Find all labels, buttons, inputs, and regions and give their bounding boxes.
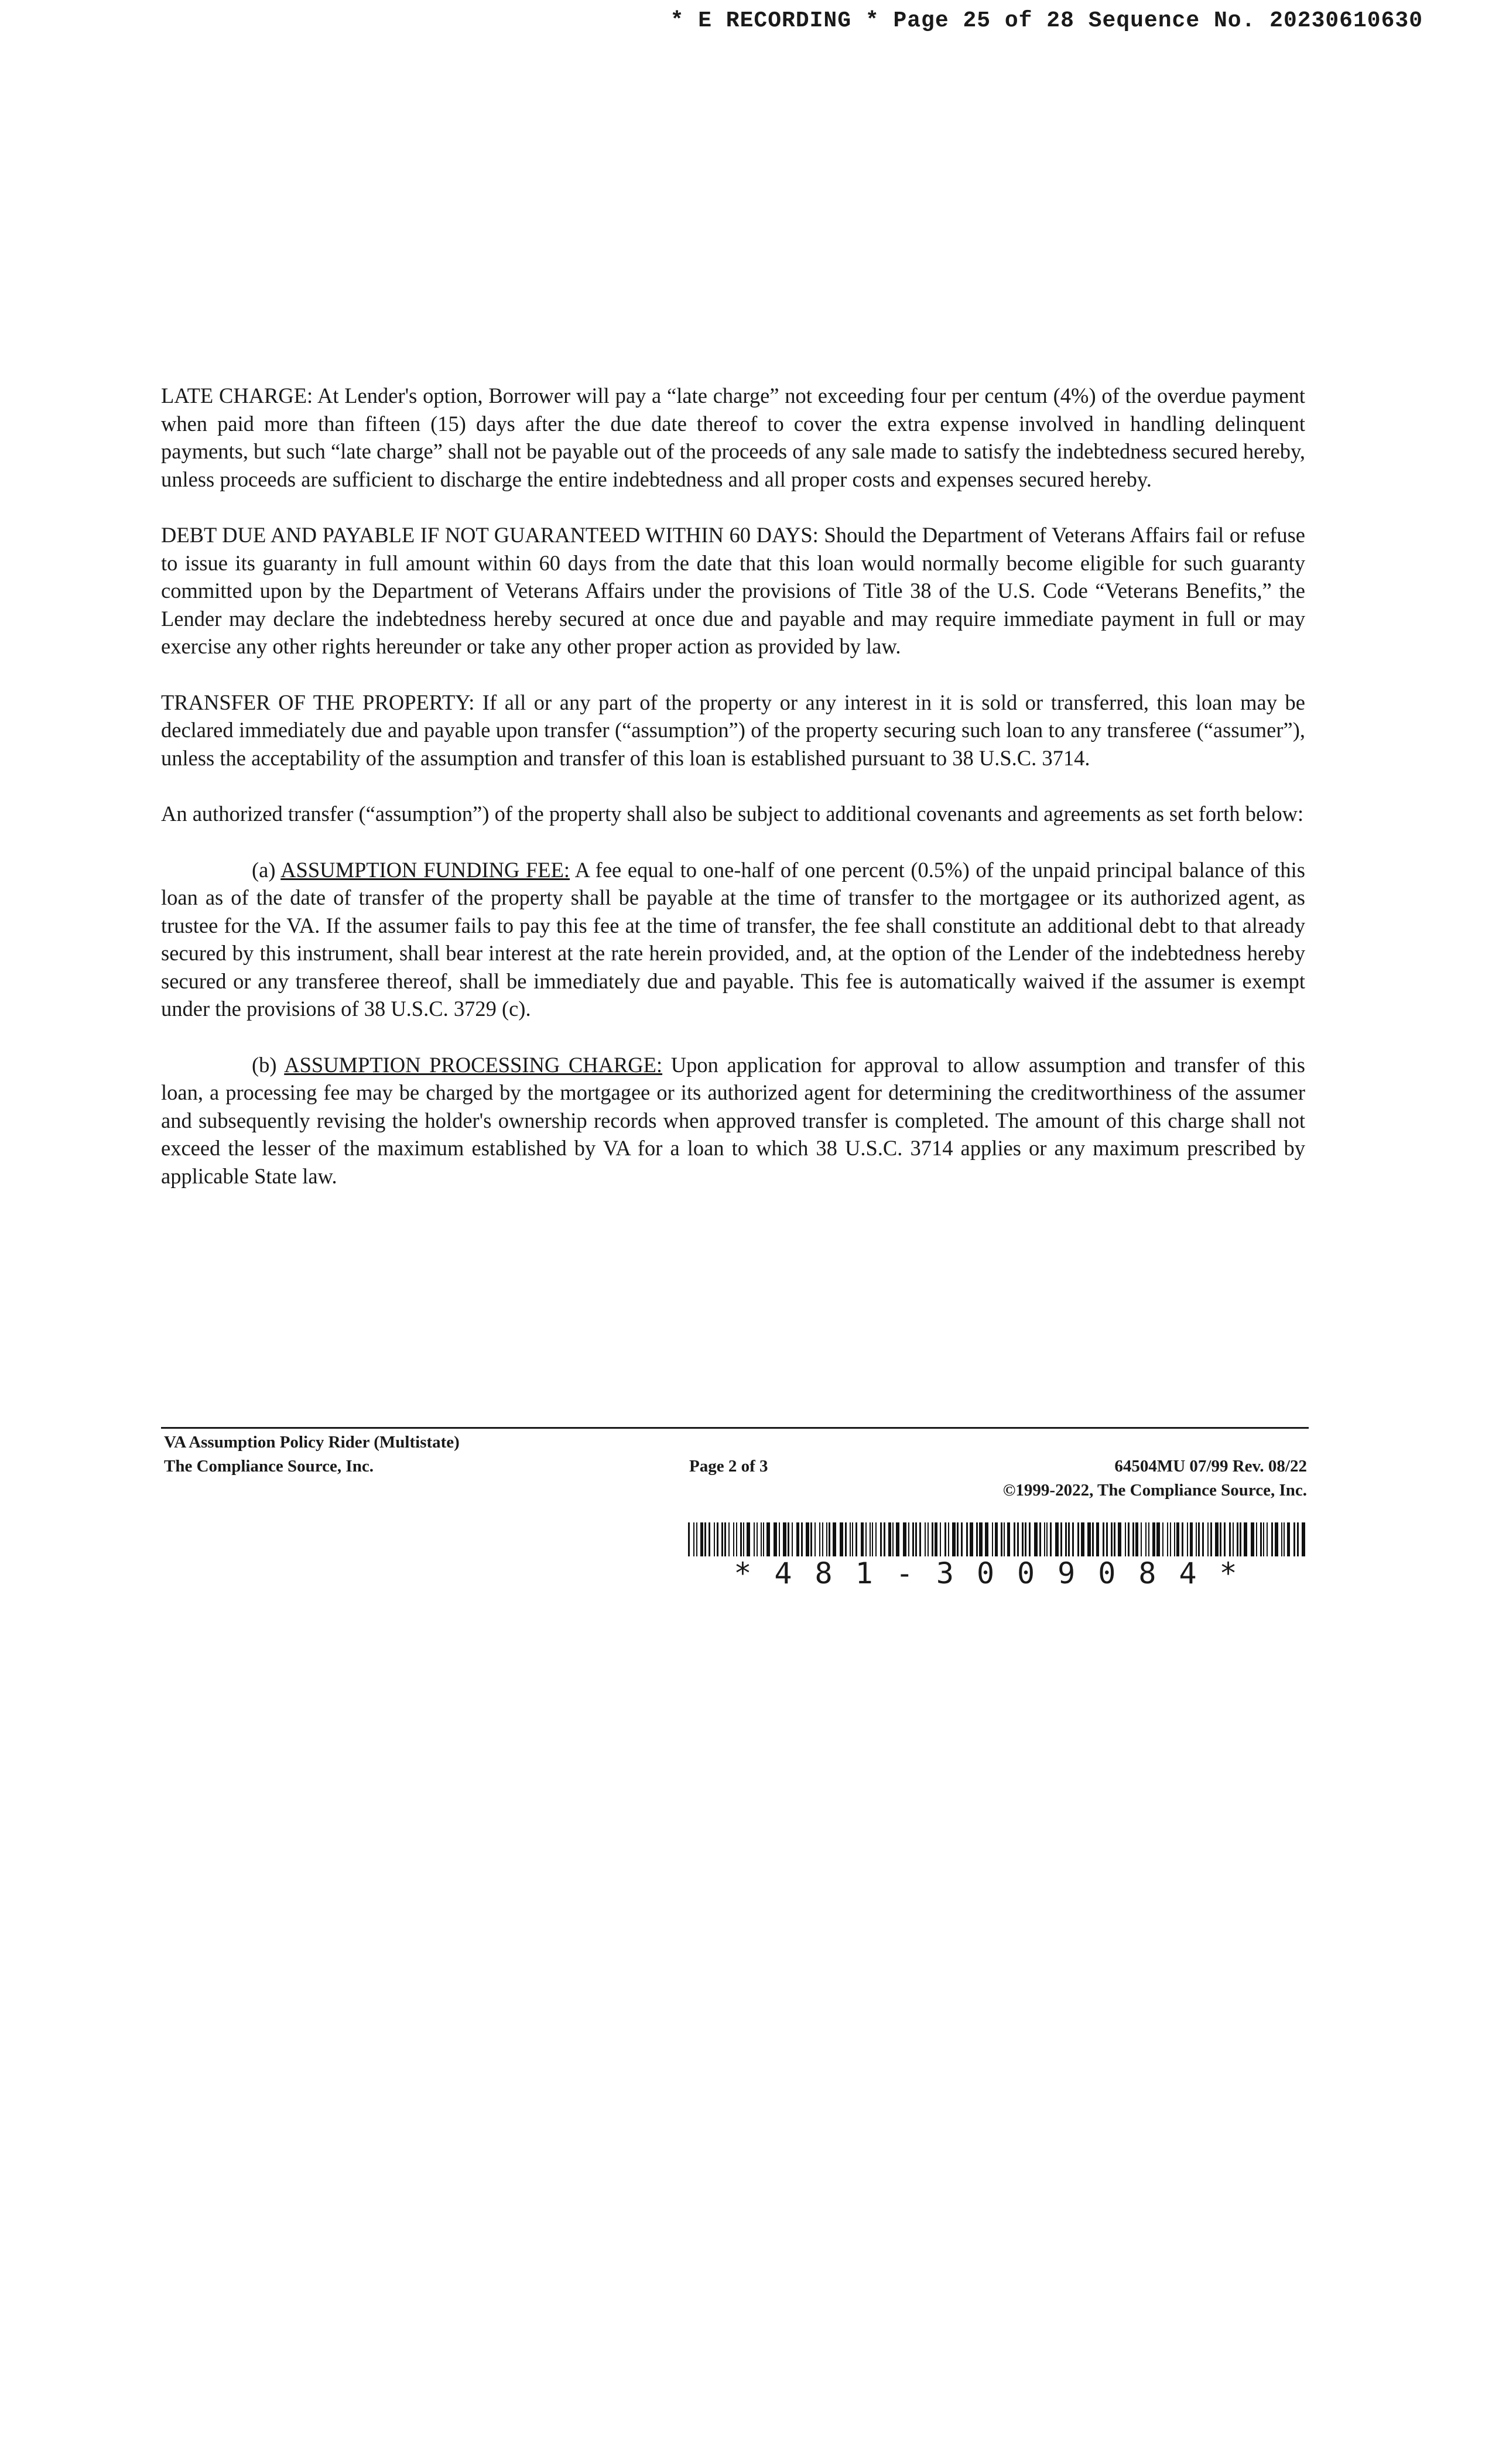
barcode-bar [833,1522,836,1556]
barcode-bar [1196,1522,1197,1556]
barcode-bar [1125,1522,1126,1556]
barcode-bar [944,1522,946,1556]
barcode-bar [721,1522,723,1556]
barcode-bar [1251,1522,1254,1556]
barcode-bar [743,1522,744,1556]
recording-header: * E RECORDING * Page 25 of 28 Sequence No. 20230610630 [670,8,1423,33]
barcode-bar [1017,1522,1019,1556]
barcode-bar [1281,1522,1282,1556]
barcode-bar [1128,1522,1130,1556]
barcode-bar [1224,1522,1226,1556]
barcode-bar [1210,1522,1212,1556]
barcode-bar [1202,1522,1204,1556]
barcode-bar [829,1522,830,1556]
barcode-bar [779,1522,780,1556]
barcode-bar [865,1522,867,1556]
barcode-bar [1007,1522,1010,1556]
barcode-bar [1044,1522,1045,1556]
barcode-bar [896,1522,899,1556]
barcode-bar [693,1522,694,1556]
barcode-bar [822,1522,823,1556]
barcode-bar [1114,1522,1115,1556]
barcode-bar [1077,1522,1079,1556]
barcode-bar [1152,1522,1155,1556]
barcode-bar [700,1522,703,1556]
processing-charge-paragraph [161,1051,1305,1190]
barcode-bar [976,1522,978,1556]
transfer-paragraph: TRANSFER OF THE PROPERTY: If all or any part of the property or any interest in it is sold or transferred, this loan may be declared immediately due and payable upon transfer (“assumption”) of the property securing such loan to any transferee (“assumer”), unless the acceptability of the assumption and transfer of this loan is established pursuant to 38 U.S.C. 3714. [161,690,1305,770]
barcode-bar [935,1522,937,1556]
barcode-bar [1187,1522,1188,1556]
barcode-bar [985,1522,988,1556]
barcode-bar [1198,1522,1200,1556]
barcode-bar [788,1522,789,1556]
footer-right [1003,1455,1307,1503]
barcode-bar [1284,1522,1285,1556]
barcode-bar [884,1522,885,1556]
barcode-bar [704,1522,706,1556]
barcode-bar [1182,1522,1183,1556]
barcode-bar [1039,1522,1041,1556]
barcode-bar [747,1522,750,1556]
barcode-bar [1106,1522,1108,1556]
funding-fee-text: A fee equal to one-half of one percent (0.5%) of the unpaid principal balance of this loan as of the date of transfer of the property shall be payable at the time of transfer to the mortgagee or its authorized agent, as trustee for the VA. If the assumer fails to pay this fee at the time of transfer, the fee shall constitute an additional debt to that already secured by this instrument, shall bear interest at the rate herein provided, and, at the option of the Lender of the indebtedness hereby secured or any transferee thereof, shall be immediately due and payable. This fee is automatically waived if the assumer is exempt under the provisions of 38 U.S.C. 3729 (c). [161,857,1305,1021]
barcode-bar [1162,1522,1163,1556]
barcode-bar [903,1522,906,1556]
document-body [161,382,1305,1218]
barcode-bar [1174,1522,1175,1556]
footer-form-title: VA Assumption Policy Rider (Multistate) [164,1433,460,1452]
barcode-bar [948,1522,949,1556]
funding-fee-paragraph [161,856,1305,1023]
barcode-bar [1014,1522,1015,1556]
barcode-bar [919,1522,921,1556]
barcode-bar [1260,1522,1262,1556]
barcode-bar [1022,1522,1024,1556]
barcode-bar [1170,1522,1171,1556]
barcode-bar [1215,1522,1219,1556]
barcode-bar [1034,1522,1038,1556]
barcode-bar [1207,1522,1209,1556]
barcode-bar [1025,1522,1026,1556]
barcode-bar [792,1522,793,1556]
processing-charge-heading: ASSUMPTION PROCESSING CHARGE: [284,1052,663,1077]
barcode-bar [1156,1522,1160,1556]
barcode-bar [1029,1522,1031,1556]
barcode-bar [1004,1522,1005,1556]
barcode-bar [952,1522,956,1556]
barcode-bar [1135,1522,1138,1556]
barcode-bar [714,1522,715,1556]
barcode-bar [870,1522,871,1556]
footer-rule [161,1427,1309,1429]
authorized-transfer-paragraph: An authorized transfer (“assumption”) of the property shall also be subject to additional covenants and agreements as set forth below: [161,802,1304,826]
barcode-bar [783,1522,786,1556]
barcode-bar [796,1522,799,1556]
barcode-bar [1244,1522,1247,1556]
barcode-bar [757,1522,758,1556]
barcode-bar [1267,1522,1268,1556]
barcode-bar [1096,1522,1099,1556]
barcode-bar [1111,1522,1113,1556]
barcode-bar [1287,1522,1290,1556]
barcode-bar [801,1522,803,1556]
barcode-bar [1050,1522,1052,1556]
barcode-bar [1046,1522,1048,1556]
barcode-bar [709,1522,710,1556]
barcode-bar [819,1522,820,1556]
barcode-bar [1297,1522,1299,1556]
barcode-bar [970,1522,973,1556]
funding-fee-prefix: (a) [252,857,281,882]
barcode-bar [861,1522,864,1556]
barcode-bar [932,1522,933,1556]
barcode-bar [995,1522,998,1556]
barcode-bar [979,1522,983,1556]
funding-fee-heading: ASSUMPTION FUNDING FEE: [280,857,570,882]
barcode-bar [774,1522,777,1556]
barcode-bar [880,1522,882,1556]
barcode-bar [1072,1522,1074,1556]
barcode-bar [733,1522,734,1556]
barcode-bar [810,1522,812,1556]
barcode-bar [908,1522,909,1556]
barcode-bar [892,1522,894,1556]
barcode-bar [1190,1522,1193,1556]
barcode-bar [992,1522,993,1556]
footer-left [164,1431,460,1479]
barcode-bar [1229,1522,1231,1556]
barcode-bar [1220,1522,1221,1556]
barcode-bar [1145,1522,1147,1556]
barcode-bar [852,1522,853,1556]
footer-form-number: 64504MU 07/99 Rev. 08/22 [1114,1457,1307,1476]
barcode-bar [826,1522,827,1556]
barcode-bar [1103,1522,1104,1556]
barcode-bar [728,1522,730,1556]
debt-due-paragraph: DEBT DUE AND PAYABLE IF NOT GUARANTEED WITHIN 60 DAYS: Should the Department of Veterans Affairs fail or refuse to issue its guaranty in full amount within 60 days from the date that this loan would normally become eligible for such guaranty committed upon by the Department of Veterans Affairs under the provisions of Title 38 of the U.S. Code “Veterans Benefits,” the Lender may declare the indebtedness hereby secured at once due and payable and may require immediate payment in full or may exercise any other rights hereunder or take any other proper action as provided by law. [161,523,1305,658]
barcode-bar [888,1522,891,1556]
barcode-bar [1092,1522,1094,1556]
barcode-bar [761,1522,762,1556]
barcode-bar [1293,1522,1295,1556]
barcode-bar [806,1522,809,1556]
barcode-bar [928,1522,929,1556]
barcode-bar [915,1522,917,1556]
barcode-bar [754,1522,755,1556]
barcode-bar [1263,1522,1264,1556]
barcode-bar [912,1522,914,1556]
barcode-bar [814,1522,816,1556]
barcode-bar [724,1522,726,1556]
barcode-bar [1256,1522,1257,1556]
barcode-bar [740,1522,742,1556]
barcode-bar [1087,1522,1091,1556]
barcode-bar [1275,1522,1278,1556]
barcode-bar [1081,1522,1084,1556]
barcode-bar [1141,1522,1142,1556]
barcode-bar [688,1522,690,1556]
barcode-bar [845,1522,847,1556]
barcode-bar [1302,1522,1305,1556]
barcode-bar [717,1522,718,1556]
footer-company: The Compliance Source, Inc. [164,1457,374,1476]
barcode-bar [875,1522,877,1556]
barcode-bar [1148,1522,1149,1556]
barcode-bar [1001,1522,1002,1556]
barcode-bar [1068,1522,1070,1556]
barcode-bar [940,1522,941,1556]
barcode-text: *481-3009084* [734,1556,1260,1590]
barcode-bar [766,1522,770,1556]
barcode-bar [850,1522,851,1556]
barcode-bar [925,1522,926,1556]
barcode-bar [840,1522,843,1556]
barcode-bar [855,1522,857,1556]
barcode-bar [1176,1522,1179,1556]
barcode-bar [872,1522,873,1556]
processing-charge-prefix: (b) [252,1052,285,1077]
barcode-bar [736,1522,737,1556]
barcode-bar [1167,1522,1168,1556]
barcode-bar [696,1522,697,1556]
barcode-bar [1055,1522,1059,1556]
barcode-bar [763,1522,764,1556]
barcode-bar [1118,1522,1121,1556]
barcode-bar [957,1522,959,1556]
barcode-bar [1132,1522,1134,1556]
barcode-bar [966,1522,968,1556]
barcode-bar [1233,1522,1234,1556]
late-charge-paragraph: LATE CHARGE: At Lender's option, Borrower will pay a “late charge” not exceeding four per centum (4%) of the overdue payment when paid more than fifteen (15) days after the due date thereof to cover the extra expense involved in handling delinquent payments, but such “late charge” shall not be payable out of the proceeds of any sale made to satisfy the indebtedness secured hereby, unless proceeds are sufficient to discharge the entire indebtedness and all proper costs and expenses secured hereby. [161,384,1305,491]
barcode-bar [1271,1522,1273,1556]
footer-page-number: Page 2 of 3 [689,1457,768,1476]
barcode-bar [961,1522,963,1556]
footer-copyright: ©1999-2022, The Compliance Source, Inc. [1002,1481,1307,1500]
barcode-bar [1065,1522,1067,1556]
barcode-bar [1240,1522,1241,1556]
processing-charge-text: Upon application for approval to allow assumption and transfer of this loan, a processing fee may be charged by the mortgagee or its authorized agent for determining the creditworthiness of the assumer and subsequently revising the holder's ownership records when approved transfer is completed. The amount of this charge shall not exceed the lesser of the maximum established by VA for a loan to which 38 U.S.C. 3714 applies or any maximum prescribed by applicable State law. [161,1052,1305,1188]
barcode-bar [1060,1522,1062,1556]
barcode-bar [1237,1522,1238,1556]
